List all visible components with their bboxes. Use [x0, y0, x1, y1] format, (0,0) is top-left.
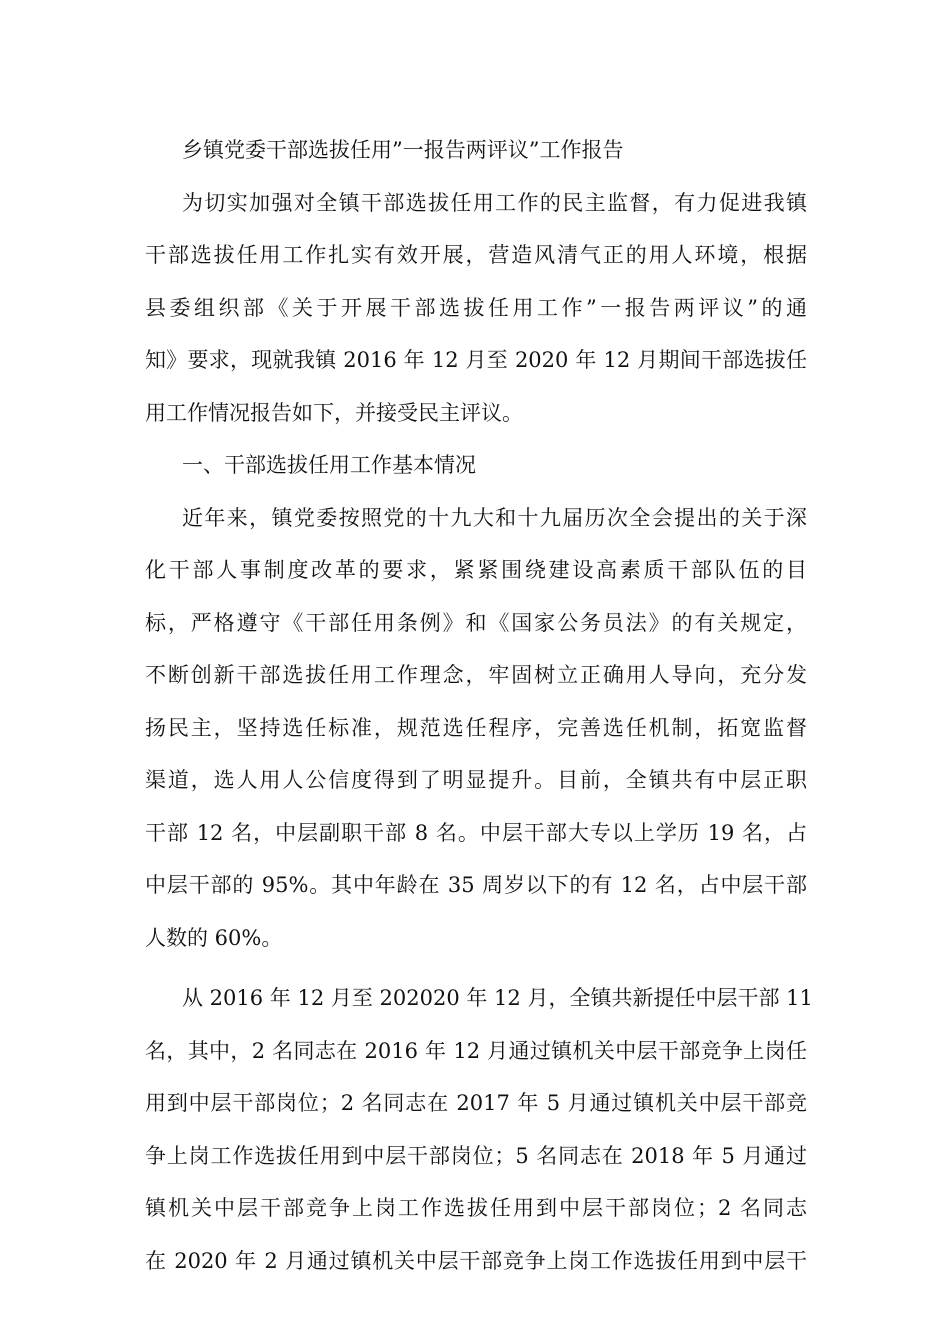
text-line: 扬民主，坚持选任标准，规范选任程序，完善选任机制，拓宽监督 — [145, 715, 807, 740]
text-line: 用工作情况报告如下，并接受民主评议。 — [145, 400, 523, 425]
text-line: 近年来，镇党委按照党的十九大和十九届历次全会提出的关于深 — [182, 505, 807, 530]
text-line: 镇机关中层干部竞争上岗工作选拔任用到中层干部岗位；2 名同志 — [145, 1196, 807, 1220]
paragraph-basic-situation — [145, 492, 807, 965]
text-line: 干部选拔任用工作扎实有效开展，营造风清气正的用人环境，根据 — [145, 243, 807, 267]
text-line: 标，严格遵守《干部任用条例》和《国家公务员法》的有关规定， — [145, 610, 807, 635]
text-line: 人数的 60%。 — [145, 925, 283, 950]
text-line: 不断创新干部选拔任用工作理念，牢固树立正确用人导向，充分发 — [145, 663, 807, 687]
text-line: 从 2016 年 12 月至 202020 年 12 月，全镇共新提任中层干部 11 — [182, 986, 813, 1010]
document-body — [145, 124, 813, 1287]
text-line: 在 2020 年 2 月通过镇机关中层干部竞争上岗工作选拔任用到中层干 — [145, 1248, 807, 1273]
text-line: 为切实加强对全镇干部选拔任用工作的民主监督，有力促进我镇 — [182, 190, 807, 215]
text-line: 县委组织部《关于开展干部选拔任用工作”一报告两评议”的通 — [145, 295, 807, 320]
paragraph-intro — [145, 177, 807, 440]
text-line: 知》要求，现就我镇 2016 年 12 月至 2020 年 12 月期间干部选拔任 — [145, 348, 807, 372]
document-title: 乡镇党委干部选拔任用”一报告两评议”工作报告 — [182, 138, 624, 162]
text-line: 化干部人事制度改革的要求，紧紧围绕建设高素质干部队伍的目 — [145, 558, 807, 582]
text-line: 用到中层干部岗位；2 名同志在 2017 年 5 月通过镇机关中层干部竞 — [145, 1091, 807, 1115]
text-line: 争上岗工作选拔任用到中层干部岗位；5 名同志在 2018 年 5 月通过 — [145, 1143, 807, 1168]
text-line: 渠道，选人用人公信度得到了明显提升。目前，全镇共有中层正职 — [145, 768, 807, 792]
text-line: 中层干部的 95%。其中年龄在 35 周岁以下的有 12 名，占中层干部 — [145, 873, 807, 897]
text-line: 名，其中，2 名同志在 2016 年 12 月通过镇机关中层干部竞争上岗任 — [145, 1038, 807, 1063]
paragraph-promotions — [145, 972, 813, 1287]
section-heading: 一、干部选拔任用工作基本情况 — [182, 453, 476, 477]
text-line: 干部 12 名，中层副职干部 8 名。中层干部大专以上学历 19 名，占 — [145, 820, 807, 845]
paragraph-spacer — [145, 964, 807, 972]
